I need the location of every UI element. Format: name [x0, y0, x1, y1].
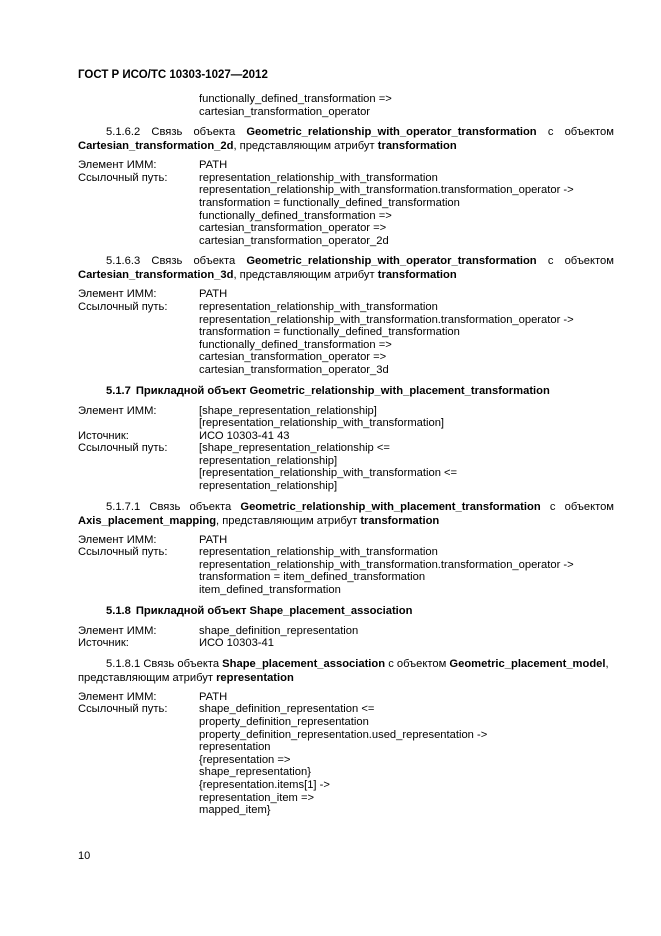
- path-line: [shape_representation_relationship <=: [199, 442, 390, 455]
- document-body: [78, 93, 614, 824]
- path-line: cartesian_transformation_operator =>: [199, 351, 387, 364]
- text: Связь объекта: [140, 657, 223, 670]
- attribute-name: transformation: [377, 140, 457, 153]
- path-line: representation_relationship_with_transformation.transformation_operator ->: [199, 313, 574, 326]
- mapping-table: [78, 159, 614, 247]
- target-entity: Axis_placement_mapping: [78, 514, 217, 527]
- path-line: shape_representation}: [199, 766, 311, 779]
- path-line: property_definition_representation.used_representation ->: [199, 728, 488, 741]
- entity-name: Geometric_relationship_with_placement_transformation: [240, 500, 541, 513]
- imm-row: [78, 625, 614, 638]
- ref-path-label: Ссылочный путь:: [78, 442, 168, 455]
- text: представляющим атрибут: [78, 671, 217, 684]
- subsection-5-1-6-3: [78, 254, 614, 282]
- mapping-table: [78, 288, 614, 376]
- path-line: representation_item =>: [199, 791, 315, 804]
- imm-value: shape_definition_representation: [199, 624, 359, 637]
- word: Связь: [151, 126, 183, 139]
- section-5-1-7-heading: [78, 384, 614, 398]
- entity-name: Geometric_relationship_with_operator_transformation: [246, 255, 537, 268]
- imm-value: PATH: [199, 690, 228, 703]
- path-line: {representation.items[1] ->: [199, 778, 330, 791]
- ref-path-label: Ссылочный путь:: [78, 300, 168, 313]
- ref-path-label: Ссылочный путь:: [78, 171, 168, 184]
- word: Связь: [149, 500, 181, 513]
- path-line: shape_definition_representation <=: [199, 703, 375, 716]
- imm-label: Элемент ИММ:: [78, 288, 157, 301]
- ref-path-row: [78, 703, 614, 816]
- subsection-line-2: [78, 671, 614, 685]
- text: , представляющим атрибут: [233, 269, 378, 282]
- path-line: representation: [199, 741, 271, 754]
- subsection-number: 5.1.7.1: [106, 500, 141, 513]
- mapping-table: [78, 405, 614, 493]
- word: объектом: [564, 500, 614, 513]
- ref-path-row: [78, 442, 614, 492]
- section-number: 5.1.7: [106, 384, 131, 397]
- path-line: cartesian_transformation_operator =>: [199, 222, 387, 235]
- source-value: ИСО 10303-41: [199, 637, 274, 650]
- imm-value: [representation_relationship_with_transformation]: [199, 417, 445, 430]
- imm-label: Элемент ИММ:: [78, 159, 157, 172]
- ref-path-label: Ссылочный путь:: [78, 546, 168, 559]
- section-number: 5.1.8: [106, 604, 131, 617]
- path-line: [representation_relationship_with_transformation <=: [199, 467, 458, 480]
- text: с объектом: [385, 657, 450, 670]
- path-line: functionally_defined_transformation =>: [199, 93, 392, 105]
- word: объекта: [193, 255, 236, 268]
- mapping-table: [78, 625, 614, 650]
- attribute-name: representation: [216, 671, 294, 684]
- word: объекта: [189, 500, 232, 513]
- section-title: Прикладной объект Geometric_relationship_with_placement_transformation: [135, 384, 550, 397]
- target-entity: Geometric_placement_model: [449, 657, 606, 670]
- source-row: [78, 430, 614, 443]
- ref-path-row: [78, 546, 614, 596]
- word: Связь: [151, 255, 183, 268]
- attribute-name: transformation: [377, 269, 457, 282]
- target-entity: Cartesian_transformation_3d: [78, 269, 234, 282]
- word: объектом: [564, 126, 614, 139]
- path-line: {representation =>: [199, 753, 291, 766]
- path-line: representation_relationship]: [199, 480, 338, 493]
- section-5-1-8-heading: [78, 604, 614, 618]
- imm-label: Элемент ИММ:: [78, 690, 157, 703]
- target-entity: Cartesian_transformation_2d: [78, 140, 234, 153]
- mapping-table: [78, 534, 614, 597]
- section-title: Прикладной объект Shape_placement_association: [135, 604, 413, 617]
- imm-row: [78, 534, 614, 547]
- subsection-number: 5.1.8.1: [106, 657, 141, 670]
- ref-path-label: Ссылочный путь:: [78, 703, 168, 716]
- entity-name: Geometric_relationship_with_operator_transformation: [246, 126, 537, 139]
- text: , представляющим атрибут: [233, 140, 378, 153]
- subsection-5-1-8-1: [78, 657, 614, 685]
- subsection-line-1: [78, 500, 614, 514]
- subsection-line-2: [78, 514, 614, 528]
- path-line: mapped_item}: [199, 804, 271, 817]
- imm-label: Элемент ИММ:: [78, 624, 157, 637]
- word: с: [547, 126, 554, 139]
- path-line: property_definition_representation: [199, 716, 369, 728]
- imm-label: Элемент ИММ:: [78, 533, 157, 546]
- path-line: representation_relationship]: [199, 454, 338, 467]
- imm-label: Элемент ИММ:: [78, 404, 157, 417]
- subsection-line-2: [78, 268, 614, 282]
- path-line: transformation = functionally_defined_transformation: [199, 196, 460, 209]
- subsection-line-1: [78, 254, 614, 268]
- imm-row: [78, 159, 614, 172]
- source-row: [78, 637, 614, 650]
- path-line: cartesian_transformation_operator_3d: [199, 363, 389, 376]
- attribute-name: transformation: [360, 514, 440, 527]
- path-line: functionally_defined_transformation =>: [199, 209, 392, 222]
- subsection-number: 5.1.6.3: [106, 255, 141, 268]
- mapping-table: [78, 691, 614, 817]
- subsection-number: 5.1.6.2: [106, 126, 141, 139]
- imm-value: [shape_representation_relationship]: [199, 404, 377, 417]
- word: с: [547, 255, 554, 268]
- entity-name: Shape_placement_association: [222, 657, 386, 670]
- subsection-line-1: [78, 125, 614, 139]
- path-line: representation_relationship_with_transformation: [199, 171, 438, 184]
- path-line: representation_relationship_with_transformation: [199, 300, 438, 313]
- subsection-line-2: [78, 139, 614, 153]
- imm-row: [78, 691, 614, 704]
- text: ,: [605, 657, 609, 670]
- word: объектом: [564, 255, 614, 268]
- path-line: transformation = item_defined_transformation: [199, 571, 426, 584]
- path-line: transformation = functionally_defined_transformation: [199, 326, 460, 339]
- source-value: ИСО 10303-41 43: [199, 429, 290, 442]
- subsection-line-1: [78, 657, 614, 671]
- imm-row: [78, 405, 614, 430]
- imm-value: PATH: [199, 288, 228, 301]
- path-line: functionally_defined_transformation =>: [199, 338, 392, 351]
- subsection-5-1-6-2: [78, 125, 614, 153]
- path-line: representation_relationship_with_transformation.transformation_operator ->: [199, 184, 574, 197]
- page-number: 10: [78, 850, 91, 862]
- imm-value: PATH: [199, 533, 228, 546]
- path-line: representation_relationship_with_transformation.transformation_operator ->: [199, 558, 574, 571]
- source-label: Источник:: [78, 637, 129, 650]
- path-line: cartesian_transformation_operator: [199, 105, 371, 118]
- word: объекта: [193, 126, 236, 139]
- ref-path-row: [78, 301, 614, 377]
- word: с: [549, 500, 556, 513]
- document-header: ГОСТ Р ИСО/ТС 10303-1027—2012: [78, 69, 268, 81]
- subsection-5-1-7-1: [78, 500, 614, 528]
- text: , представляющим атрибут: [216, 514, 361, 527]
- intro-continuation: [78, 93, 614, 118]
- imm-row: [78, 288, 614, 301]
- path-line: representation_relationship_with_transformation: [199, 546, 438, 559]
- path-line: cartesian_transformation_operator_2d: [199, 234, 389, 247]
- path-line: item_defined_transformation: [199, 584, 341, 597]
- ref-path-row: [78, 172, 614, 248]
- source-label: Источник:: [78, 429, 129, 442]
- imm-value: PATH: [199, 159, 228, 172]
